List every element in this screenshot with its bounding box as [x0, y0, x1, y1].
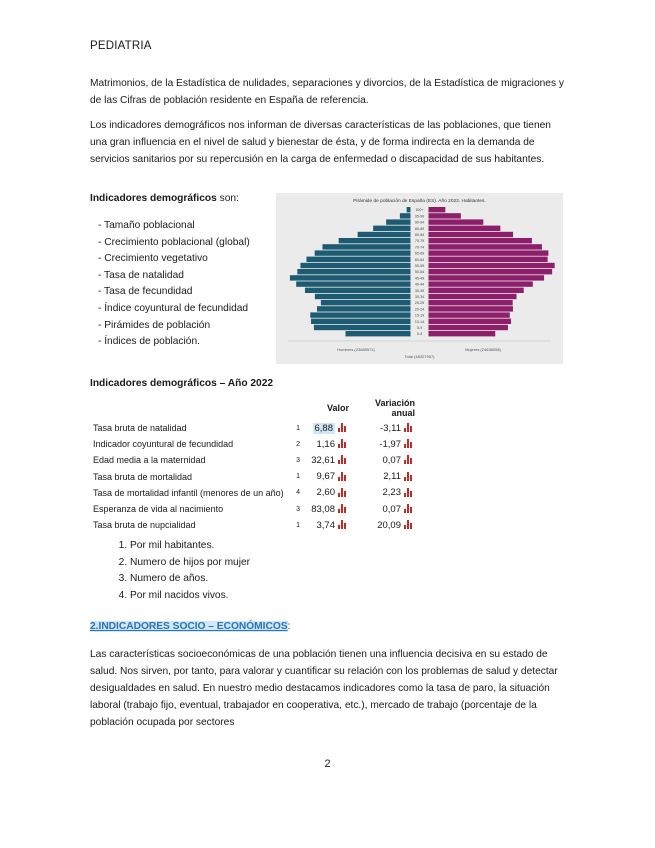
pyramid-bar-men: [290, 275, 411, 280]
pyramid-bar-women: [429, 306, 513, 311]
pyramid-bar-men: [322, 244, 410, 249]
stats-title: Indicadores demográficos – Año 2022: [90, 378, 274, 389]
value-text: 1,16: [316, 438, 335, 450]
row-change: -1,97: [379, 438, 401, 450]
pyramid-total-label: Total (48327957): [404, 354, 435, 359]
paragraph-indicators: Los indicadores demográficos nos informan de diversas características de las poblaciones, que tienen una gran influencia en el nivel de salud y bienestar de ésta, y de forma indirecta en la demanda de servicios sanitarios por su repercusión en la carga de enfermedad o discapacidad de sus habitantes.: [90, 120, 551, 165]
row-change: -3,11: [380, 422, 401, 434]
pyramid-bar-women: [429, 232, 514, 237]
row-chart-cell: [335, 485, 349, 501]
row-change: 0,07: [382, 503, 401, 515]
indicators-heading: [90, 193, 239, 204]
pyramid-age-label: 0-4: [416, 332, 423, 337]
value-text: 2,60: [316, 487, 335, 499]
pyramid-bar-women: [429, 219, 484, 224]
pyramid-bar-women: [429, 319, 512, 324]
pyramid-bar-women: [429, 213, 461, 218]
row-chart-cell: [401, 501, 415, 517]
pyramid-bar-men: [386, 219, 410, 224]
value-text: 32,61: [311, 454, 335, 466]
pyramid-age-label: 25-29: [414, 301, 425, 306]
pyramid-age-label: 95-99: [414, 214, 425, 219]
pyramid-bar-men: [296, 281, 410, 286]
row-label: Edad media a la maternidad: [93, 455, 206, 466]
row-chart-cell: [401, 469, 415, 485]
pyramid-bar-women: [429, 294, 517, 299]
list-item: - Crecimiento vegetativo: [98, 253, 208, 265]
row-label: Tasa bruta de natalidad: [93, 423, 187, 434]
row-value: [303, 517, 335, 533]
pyramid-age-label: 55-59: [414, 264, 425, 268]
table-notes: [110, 538, 250, 604]
bar-chart-icon[interactable]: [404, 488, 413, 497]
list-item: - Tamaño poblacional: [98, 220, 195, 231]
pyramid-age-label: 35-39: [414, 288, 425, 293]
section-heading: [90, 621, 290, 632]
pyramid-women-label: Mujeres (24638058): [465, 347, 501, 352]
pyramid-age-label: 40-44: [414, 282, 425, 287]
row-chart-cell: [401, 420, 415, 436]
row-value: [303, 485, 335, 501]
pyramid-men-label: Hombres (23689571): [337, 347, 375, 352]
table-row: [90, 436, 415, 452]
population-pyramid-chart: [276, 193, 563, 364]
pyramid-bar-women: [429, 281, 533, 286]
pyramid-bar-women: [429, 325, 508, 330]
list-item: 3. Numero de años.: [130, 571, 250, 588]
row-value: [303, 469, 335, 485]
row-note-ref: 1: [296, 521, 300, 529]
pyramid-age-label: 75-79: [414, 239, 425, 244]
bar-chart-icon[interactable]: [338, 472, 347, 481]
pyramid-age-label: 5-9: [416, 326, 423, 330]
section-heading-suffix: :: [287, 621, 291, 632]
pyramid-age-label: 90-94: [414, 220, 425, 225]
bar-chart-icon[interactable]: [338, 439, 347, 448]
value-text: 6,88: [314, 422, 333, 434]
pyramid-bar-women: [429, 207, 446, 212]
row-note-ref: 3: [296, 505, 300, 513]
pyramid-bar-men: [297, 269, 410, 274]
pyramid-bar-women: [429, 288, 524, 293]
list-item: 4. Por mil nacidos vivos.: [130, 588, 250, 605]
row-change: 20,09: [377, 519, 401, 531]
value-text: 83,08: [311, 503, 335, 515]
bar-chart-icon[interactable]: [338, 423, 347, 432]
pyramid-bar-men: [317, 306, 411, 311]
row-chart-cell: [335, 501, 349, 517]
population-pyramid-image: [276, 193, 563, 364]
pyramid-bar-men: [321, 300, 411, 305]
bar-chart-icon[interactable]: [404, 520, 413, 529]
row-chart-cell: [401, 485, 415, 501]
pyramid-age-label: 20-24: [414, 307, 425, 312]
pyramid-bar-men: [310, 312, 410, 317]
row-note-ref: 3: [296, 456, 300, 464]
section-heading-link[interactable]: 2.INDICADORES SOCIO – ECONÓMICOS: [90, 621, 288, 632]
pyramid-bar-women: [429, 263, 555, 268]
pyramid-bar-men: [400, 213, 411, 218]
page-header: PEDIATRIA: [90, 40, 152, 52]
column-header-variacion: Variación anual: [374, 398, 415, 418]
bar-chart-icon[interactable]: [404, 439, 413, 448]
row-chart-cell: [335, 436, 349, 452]
table-row: [90, 452, 415, 468]
list-item: - Tasa de fecundidad: [98, 286, 193, 298]
list-item: - Crecimiento poblacional (global): [98, 236, 250, 248]
pyramid-age-label: 100+: [415, 208, 424, 213]
pyramid-age-label: 30-34: [414, 295, 425, 299]
row-value: [303, 452, 335, 468]
bar-chart-icon[interactable]: [404, 504, 413, 513]
bar-chart-icon[interactable]: [404, 423, 413, 432]
row-label: Tasa bruta de mortalidad: [93, 471, 193, 482]
row-note-ref: 1: [296, 473, 300, 481]
list-item: - Pirámides de población: [98, 319, 211, 331]
row-chart-cell: [401, 517, 415, 533]
table-row: [90, 501, 415, 517]
indicators-heading-bold: Indicadores demográficos: [90, 193, 217, 204]
pyramid-bar-women: [429, 300, 513, 305]
row-chart-cell: [335, 420, 349, 436]
row-chart-cell: [401, 436, 415, 452]
value-text: 9,67: [316, 471, 335, 483]
pyramid-bar-women: [429, 331, 496, 336]
pyramid-title: Pirámide de población de España (ES). Año 2023. Habitantes.: [353, 199, 486, 204]
pyramid-age-label: 50-54: [414, 270, 425, 275]
pyramid-bar-men: [315, 294, 411, 299]
table-row: [90, 517, 415, 533]
pyramid-bar-women: [429, 226, 501, 231]
bar-chart-icon[interactable]: [404, 472, 413, 481]
pyramid-age-label: 10-14: [414, 319, 425, 324]
pyramid-bar-women: [429, 257, 548, 262]
pyramid-bar-men: [315, 250, 411, 255]
list-item: - Tasa de natalidad: [98, 269, 184, 281]
row-label: Esperanza de vida al nacimiento: [93, 504, 224, 515]
pyramid-age-label: 45-49: [414, 276, 425, 281]
row-value: [303, 501, 335, 517]
row-value: [303, 436, 335, 452]
pyramid-bar-men: [407, 207, 411, 212]
row-change: 2,11: [383, 471, 401, 483]
pyramid-bar-women: [429, 238, 532, 243]
pyramid-bar-men: [373, 226, 410, 231]
table-row: [90, 485, 415, 501]
row-chart-cell: [401, 452, 415, 468]
pyramid-bar-men: [339, 238, 411, 243]
row-chart-cell: [335, 469, 349, 485]
row-note-ref: 1: [296, 424, 300, 432]
table-row: [90, 420, 415, 436]
pyramid-age-label: 65-69: [414, 251, 425, 256]
list-item: 2. Numero de hijos por mujer: [130, 555, 250, 572]
list-item: - Índice coyuntural de fecundidad: [98, 302, 249, 314]
row-label: Tasa de mortalidad infantil (menores de un año): [93, 487, 284, 498]
table-row: [90, 469, 415, 485]
row-note-ref: 4: [296, 489, 300, 497]
value-text: 3,74: [316, 519, 335, 531]
bar-chart-icon[interactable]: [338, 455, 347, 464]
bar-chart-icon[interactable]: [338, 520, 347, 529]
pyramid-bar-women: [429, 250, 549, 255]
list-item: 1. Por mil habitantes.: [130, 538, 250, 555]
paragraph-socioeconomic: Las características socioeconómicas de una población tienen una influencia decisiva en su estado de salud. Nos sirven, por tanto, para valorar y cuantificar su relación con los problemas de salud y detectar desigualdades en salud. En nuestro medio destacamos indicadores como la tasa de paro, la situación laboral (trabajo fijo, eventual, trabajador en cooperativa, etc.), mercado de trabajo (porcentaje de la población ocupada por sectores: [90, 649, 558, 728]
row-change: 2,23: [382, 487, 401, 499]
bar-chart-icon[interactable]: [404, 455, 413, 464]
paragraph-intro: Matrimonios, de la Estadística de nulidades, separaciones y divorcios, de la Estadística de migraciones y de las Cifras de población residente en España de referencia.: [90, 78, 564, 106]
pyramid-age-label: 60-64: [414, 257, 425, 262]
row-note-ref: 2: [296, 440, 300, 448]
demographic-stats-table: [90, 396, 415, 533]
row-chart-cell: [335, 517, 349, 533]
page-number: 2: [324, 758, 331, 770]
row-chart-cell: [335, 452, 349, 468]
pyramid-age-label: 85-89: [414, 226, 425, 231]
pyramid-age-label: 70-74: [414, 245, 425, 250]
pyramid-bar-men: [300, 263, 410, 268]
pyramid-bar-men: [311, 319, 410, 324]
row-label: Tasa bruta de nupcialidad: [93, 520, 196, 531]
pyramid-bar-men: [314, 325, 411, 330]
pyramid-bar-women: [429, 244, 542, 249]
pyramid-bar-men: [305, 288, 411, 293]
bar-chart-icon[interactable]: [338, 504, 347, 513]
pyramid-bar-men: [358, 232, 411, 237]
row-change: 0,07: [382, 454, 401, 466]
pyramid-bar-women: [429, 269, 553, 274]
pyramid-bar-men: [346, 331, 411, 336]
column-header-valor: Valor: [326, 403, 349, 413]
indicators-heading-rest: son:: [216, 193, 239, 204]
row-value: [303, 420, 335, 436]
list-item: - Índices de población.: [98, 336, 200, 348]
pyramid-bar-men: [307, 257, 411, 262]
row-label: Indicador coyuntural de fecundidad: [93, 439, 234, 450]
pyramid-age-label: 15-19: [414, 313, 425, 318]
indicators-list: [98, 218, 250, 351]
pyramid-bar-women: [429, 312, 510, 317]
pyramid-age-label: 80-84: [414, 233, 425, 237]
pyramid-bar-women: [429, 275, 545, 280]
bar-chart-icon[interactable]: [338, 488, 347, 497]
